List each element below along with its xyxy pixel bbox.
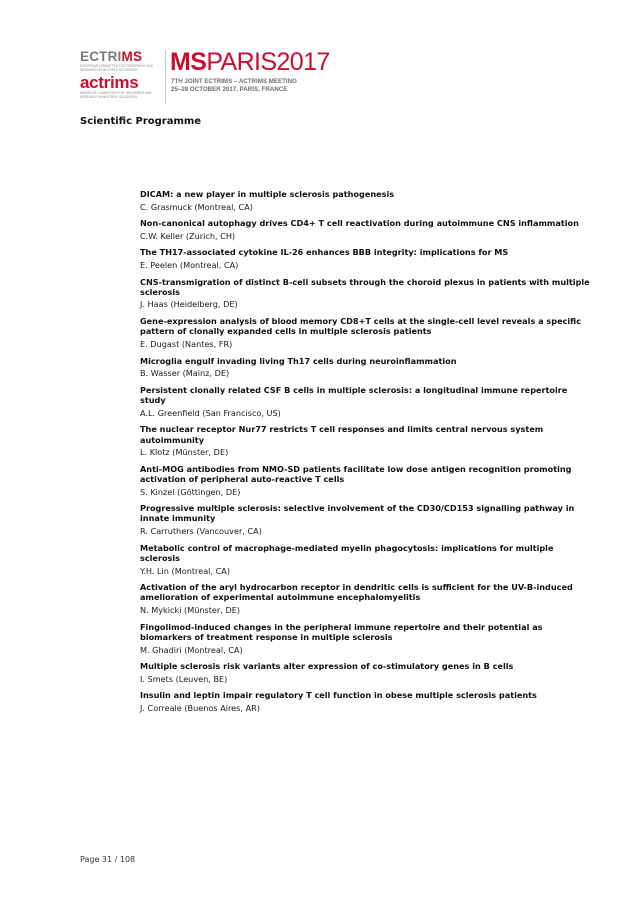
abstract-list xyxy=(140,189,592,719)
abstract-entry xyxy=(140,661,592,684)
section-title: Scientific Programme xyxy=(80,116,202,127)
meeting-dates: 25–28 OCTOBER 2017, PARIS, FRANCE xyxy=(171,86,288,93)
abstract-title: The nuclear receptor Nur77 restricts T cell responses and limits central nervous system autoimmunity xyxy=(140,424,544,445)
meeting-title: 7TH JOINT ECTRIMS – ACTRIMS MEETING xyxy=(171,78,297,85)
abstract-author: E. Dugast (Nantes, FR) xyxy=(140,338,233,349)
abstract-entry xyxy=(140,218,592,241)
abstract-title: Multiple sclerosis risk variants alter expression of co-stimulatory genes in B cells xyxy=(140,661,514,672)
abstract-author: B. Wasser (Mainz, DE) xyxy=(140,368,230,379)
abstract-author: L. Klotz (Münster, DE) xyxy=(140,447,229,458)
abstract-entry xyxy=(140,247,592,270)
abstract-title: Gene-expression analysis of blood memory CD8+T cells at the single-cell level reveals a specific pattern of clonally expanded cells in multiple sclerosis patients xyxy=(140,316,582,337)
ectrims-actrims-logo xyxy=(80,50,160,104)
abstract-author: I. Smets (Leuven, BE) xyxy=(140,673,228,684)
abstract-title: Microglia engulf invading living Th17 cells during neuroinflammation xyxy=(140,355,457,366)
abstract-entry xyxy=(140,277,592,310)
abstract-title: The TH17-associated cytokine IL-26 enhances BBB integrity: implications for MS xyxy=(140,247,509,258)
msparis-wordmark: MSPARIS2017 xyxy=(170,48,330,76)
abstract-title: Persistent clonally related CSF B cells in multiple sclerosis: a longitudinal immune repertoire study xyxy=(140,384,568,406)
abstract-author: E. Peelen (Montreal, CA) xyxy=(140,259,239,270)
abstract-title: Activation of the aryl hydrocarbon receptor in dendritic cells is sufficient for the UV-B-induced amelioration of experimental autoimmune encephalomyelitis xyxy=(140,582,573,603)
abstract-author: M. Ghadiri (Montreal, CA) xyxy=(140,644,243,655)
abstract-title: CNS-transmigration of distinct B-cell subsets through the choroid plexus in patients with multiple sclerosis xyxy=(140,276,590,297)
abstract-entry xyxy=(140,690,592,713)
page-number: Page 31 / 108 xyxy=(80,855,136,864)
actrims-tagline: AMERICAS COMMITTEE FOR TREATMENT AND RESEARCH IN MULTIPLE SCLEROSIS xyxy=(80,91,152,99)
abstract-author: J. Correale (Buenos Aires, AR) xyxy=(140,702,260,713)
abstract-title: Metabolic control of macrophage-mediated myelin phagocytosis: implications for multiple sclerosis xyxy=(140,542,554,563)
abstract-title: DICAM: a new player in multiple sclerosis pathogenesis xyxy=(140,189,395,199)
abstract-title: Anti-MOG antibodies from NMO-SD patients facilitate low dose antigen recognition promoting activation of peripheral auto-reactive T cells xyxy=(140,463,572,484)
abstract-title: Insulin and leptin impair regulatory T cell function in obese multiple sclerosis patients xyxy=(140,690,537,701)
abstract-entry xyxy=(140,316,592,349)
abstract-entry xyxy=(140,582,592,615)
abstract-author: N. Mykicki (Münster, DE) xyxy=(140,605,240,616)
abstract-entry xyxy=(140,189,592,212)
abstract-entry xyxy=(140,424,592,457)
logo-divider xyxy=(165,50,166,104)
abstract-entry xyxy=(140,543,592,576)
abstract-entry xyxy=(140,503,592,536)
abstract-author: C. Grasmuck (Montreal, CA) xyxy=(140,201,253,212)
abstract-author: C.W. Keller (Zurich, CH) xyxy=(140,230,236,241)
abstract-author: A.L. Greenfield (San Francisco, US) xyxy=(140,407,281,418)
abstract-author: R. Carruthers (Vancouver, CA) xyxy=(140,526,262,537)
abstract-title: Non-canonical autophagy drives CD4+ T cell reactivation during autoimmune CNS inflammation xyxy=(140,218,579,229)
abstract-title: Fingolimod-induced changes in the peripheral immune repertoire and their potential as biomarkers of treatment response in multiple sclerosis xyxy=(140,621,543,642)
abstract-entry xyxy=(140,385,592,418)
ectrims-tagline: EUROPEAN COMMITTEE FOR TREATMENT AND RESEARCH IN MULTIPLE SCLEROSIS xyxy=(80,64,153,72)
abstract-entry xyxy=(140,356,592,379)
abstract-title: Progressive multiple sclerosis: selective involvement of the CD30/CD153 signalling pathway in innate immunity xyxy=(140,503,575,524)
abstract-entry xyxy=(140,622,592,655)
abstract-author: J. Haas (Heidelberg, DE) xyxy=(140,299,238,310)
msparis-logo xyxy=(170,48,330,108)
abstract-author: S. Kinzel (Göttingen, DE) xyxy=(140,486,241,497)
abstract-author: Y.H. Lin (Montreal, CA) xyxy=(140,565,230,576)
ectrims-wordmark: ECTRIMS xyxy=(80,49,143,64)
actrims-wordmark: actrims xyxy=(80,73,139,92)
abstract-entry xyxy=(140,464,592,497)
